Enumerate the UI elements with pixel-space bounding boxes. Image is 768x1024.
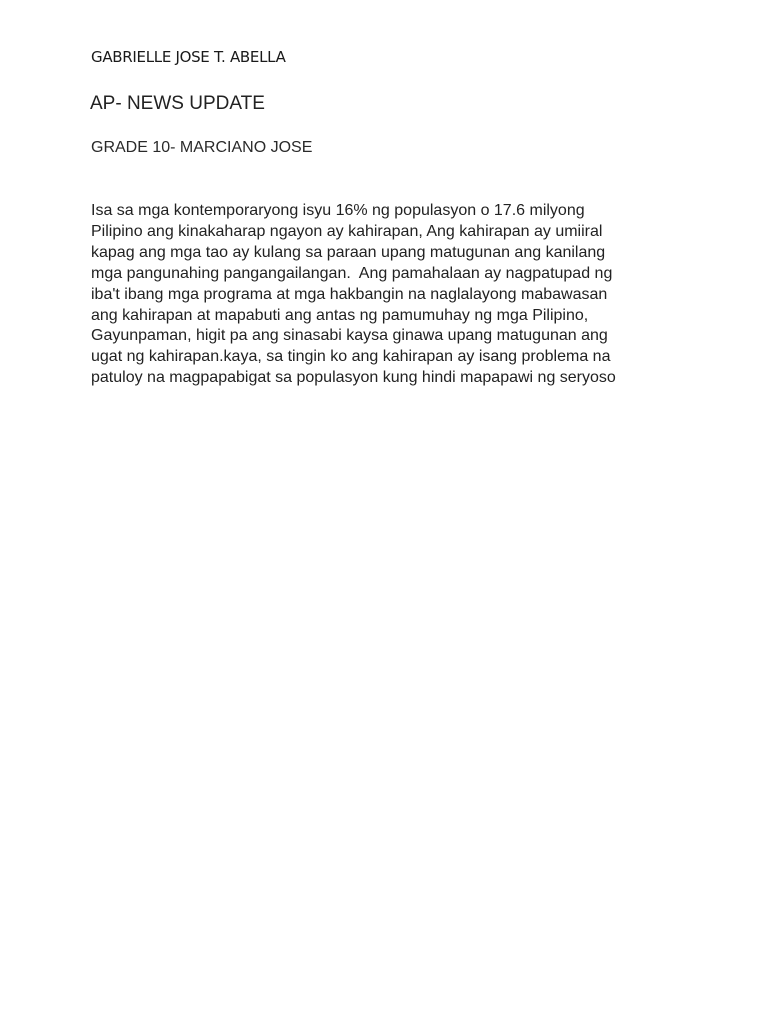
body-line: ang kahirapan at mapabuti ang antas ng pamumuhay ng mga Pilipino, xyxy=(91,306,589,324)
body-line: mga pangunahing pangangailangan. Ang pamahalaan ay nagpatupad ng xyxy=(91,264,613,282)
body-line: kapag ang mga tao ay kulang sa paraan upang matugunan ang kanilang xyxy=(91,243,606,261)
author-name: GABRIELLE JOSE T. ABELLA xyxy=(91,48,286,66)
body-line: patuloy na magpapabigat sa populasyon kung hindi mapapawi ng seryoso xyxy=(91,369,616,387)
body-line: ugat ng kahirapan.kaya, sa tingin ko ang kahirapan ay isang problema na xyxy=(91,348,611,366)
body-paragraph xyxy=(91,201,691,389)
grade-section: GRADE 10- MARCIANO JOSE xyxy=(91,139,313,156)
body-line: Pilipino ang kinakaharap ngayon ay kahirapan, Ang kahirapan ay umiiral xyxy=(91,222,603,240)
body-line: Isa sa mga kontemporaryong isyu 16% ng populasyon o 17.6 milyong xyxy=(91,202,585,219)
body-line: iba't ibang mga programa at mga hakbangin na naglalayong mabawasan xyxy=(91,285,608,303)
body-line: Gayunpaman, higit pa ang sinasabi kaysa ginawa upang matugunan ang xyxy=(91,327,608,345)
document-title: AP- NEWS UPDATE xyxy=(90,93,265,114)
